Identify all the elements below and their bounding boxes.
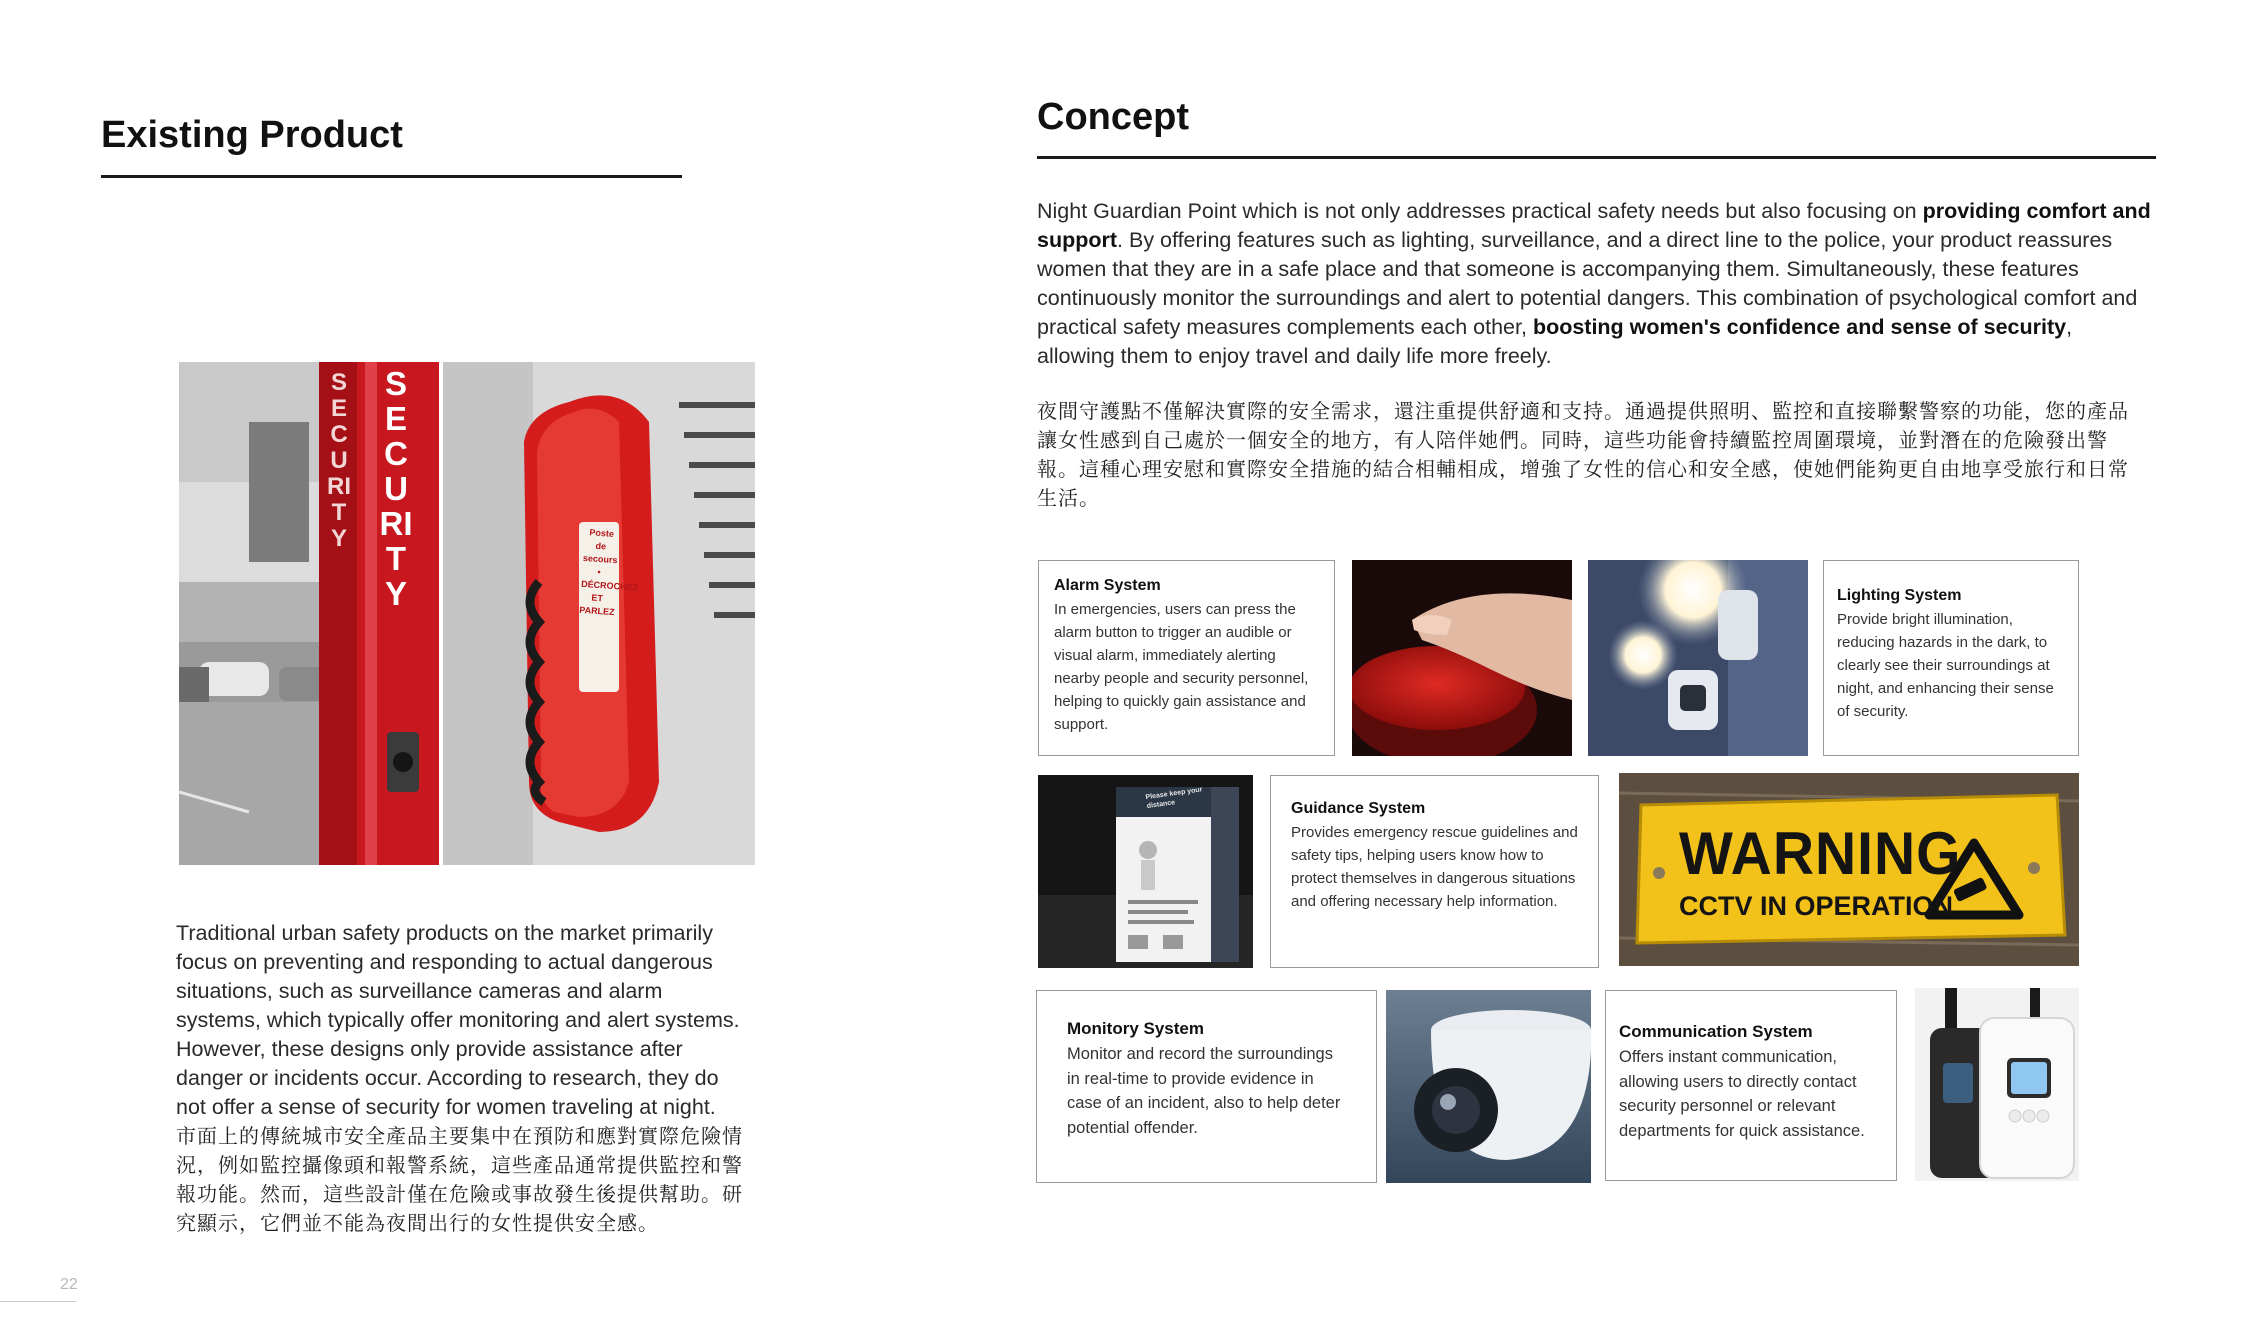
guidance-board-photo (1038, 775, 1253, 968)
monitory-system-card (1036, 990, 1377, 1183)
warning-sign-title: WARNING (1679, 820, 1962, 888)
communication-system-desc: Offers instant communication, allowing users to directly contact security personnel or relevant departments for quick assistance. (1619, 1048, 1865, 1140)
communication-system-title: Communication System (1619, 1022, 1813, 1041)
concept-underline (1037, 156, 2156, 159)
pole-text-large: SECURITY (379, 365, 413, 612)
flood-light-camera-photo (1588, 560, 1808, 756)
alarm-system-desc: In emergencies, users can press the alarm button to trigger an audible or visual alarm, immediately alerting nearby people and security personnel, helping to quickly gain assistance and support. (1054, 601, 1309, 733)
existing-product-body-en: Traditional urban safety products on the market primarily focus on preventing and responding to actual dangerous situations, such as surveillance cameras and alarm systems, which typically offer monitoring and alert systems. However, these designs only provide assistance after danger or incidents occur. According to research, they do not offer a sense of security for women traveling at night. (176, 921, 740, 1119)
concept-paragraph-zh: 夜間守護點不僅解決實際的安全需求，還注重提供舒適和支持。通過提供照明、監控和直接聯繫警察的功能，您的產品讓女性感到自己處於一個安全的地方，有人陪伴她們。同時，這些功能會持續監控周圍環境，並對潛在的危險發出警報。這種心理安慰和實際安全措施的結合相輔相成，增強了女性的信心和安全感，使她們能夠更自由地享受旅行和日常生活。 (1037, 399, 2129, 510)
heading-underline (101, 175, 682, 178)
guidance-system-desc: Provides emergency rescue guidelines and safety tips, helping users know how to protect themselves in dangerous situations and offering necessary help information. (1291, 824, 1578, 910)
warning-sign-subtitle: CCTV IN OPERATION (1679, 891, 1954, 921)
communication-system-card (1605, 990, 1897, 1181)
emergency-phone-label: Poste de secours • DÉCROCHEZ ET PARLEZ (579, 527, 639, 618)
existing-product-photo (179, 362, 755, 865)
lighting-system-desc: Provide bright illumination, reducing hazards in the dark, to clearly see their surroundings at night, and enhancing their sense of security. (1837, 611, 2054, 720)
monitory-system-title: Monitory System (1067, 1019, 1204, 1038)
guidance-system-title: Guidance System (1291, 800, 1426, 817)
monitory-system-desc: Monitor and record the surroundings in real-time to provide evidence in case of an incident, also to help deter potential offender. (1067, 1045, 1341, 1137)
existing-product-heading: Existing Product (101, 114, 403, 156)
alarm-button-photo (1352, 560, 1572, 756)
concept-paragraph-en: Night Guardian Point which is not only addresses practical safety needs but also focusing on providing comfort and support. By offering features such as lighting, surveillance, and a direct line to the police, your product reassures women that they are in a safe place and that someone is accompanying them. Simultaneously, these features continuously monitor the surroundings and alert to potential dangers. This combination of psychological comfort and practical safety measures complements each other, boosting women's confidence and sense of security, allowing them to enjoy travel and daily life more freely. (1037, 199, 2151, 368)
existing-product-body-zh: 市面上的傳統城市安全產品主要集中在預防和應對實際危險情況，例如監控攝像頭和報警系統，這些產品通常提供監控和警報功能。然而，這些設計僅在危險或事故發生後提供幫助。研究顯示，它們並不能為夜間出行的女性提供安全感。 (176, 1124, 743, 1235)
cctv-warning-sign-photo (1619, 773, 2079, 966)
walkie-talkie-photo (1915, 988, 2079, 1181)
lighting-system-title: Lighting System (1837, 587, 1962, 604)
guidance-system-card (1270, 775, 1599, 968)
dome-camera-photo (1386, 990, 1591, 1183)
guidance-board-text: Please keep your distance (1145, 786, 1203, 811)
pole-text-small: SECURITY (327, 369, 351, 552)
page-number: 22 (60, 1276, 78, 1293)
concept-heading: Concept (1037, 96, 1189, 138)
alarm-system-title: Alarm System (1054, 577, 1161, 594)
page-number-rule (0, 1301, 76, 1302)
alarm-system-card (1038, 560, 1335, 756)
lighting-system-card (1823, 560, 2079, 756)
